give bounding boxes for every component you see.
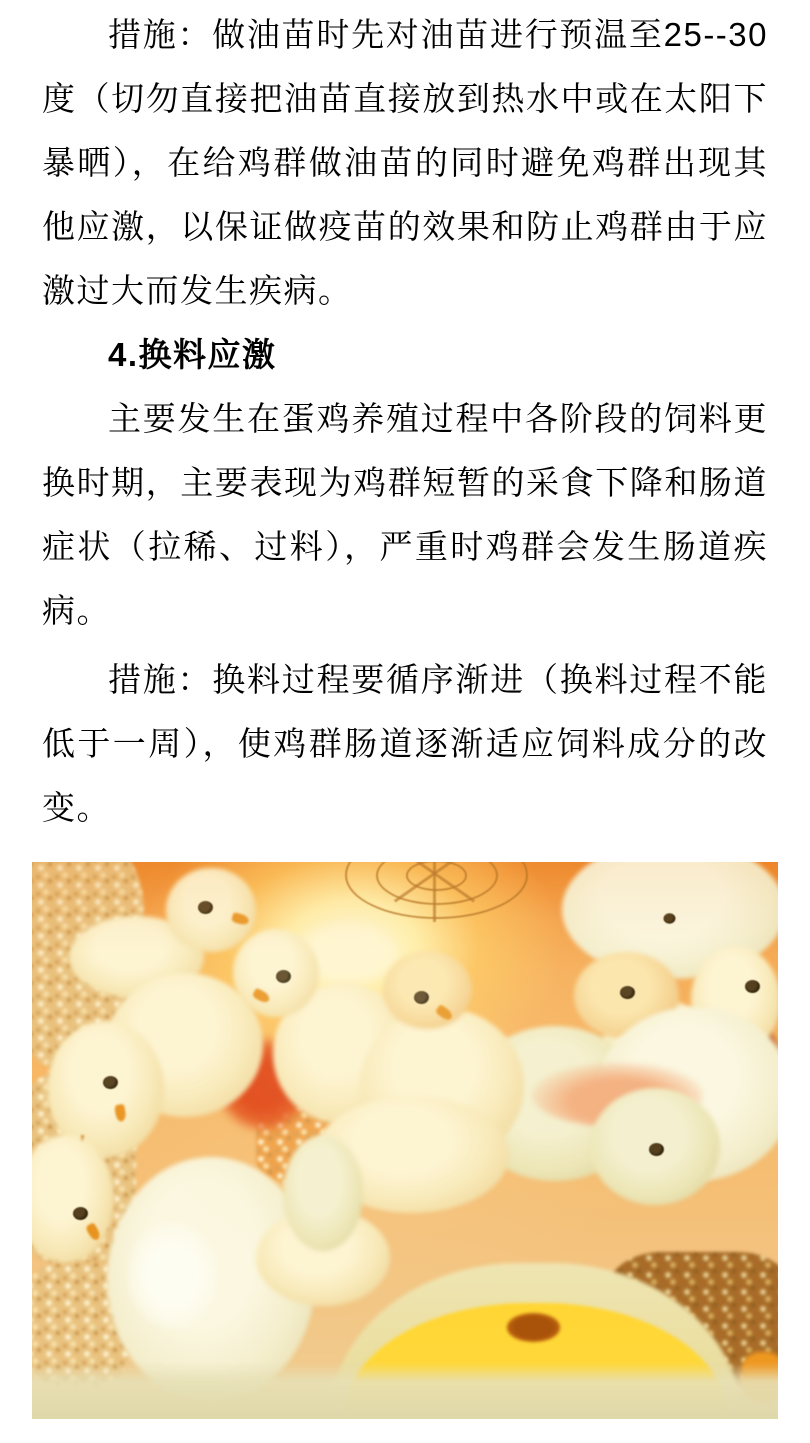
- chick: [32, 1135, 114, 1274]
- paragraph-feed-change-measures: 措施：换料过程要循序渐进（换料过程不能低于一周），使鸡群肠道逐渐适应饲料成分的改变。: [42, 661, 768, 826]
- chick-wing: [127, 1221, 219, 1329]
- chick: [532, 1063, 741, 1202]
- paragraph-feed-change-description: 主要发生在蛋鸡养殖过程中各阶段的饲料更换时期，主要表现为鸡群短暂的采食下降和肠道症状（拉稀、过料），严重时鸡群会发生肠道疾病。: [42, 400, 768, 629]
- chick-eye: [620, 986, 635, 999]
- chick: [47, 973, 263, 1157]
- feeder-hole: [507, 1313, 560, 1341]
- paragraph-vaccine-measures: 措施：做油苗时先对油苗进行预温至25--30度（切勿直接把油苗直接放到热水中或在太阳下暴晒），在给鸡群做油苗的同时避免鸡群出现其他应激，以保证做疫苗的效果和防止鸡群由于应激过大而发生疾病。: [42, 16, 768, 309]
- heading-feed-change-stress: 4.换料应激: [108, 336, 277, 373]
- chick-eye: [745, 980, 760, 993]
- heat-lamp-guard: [345, 862, 524, 915]
- brooder-ledge: [32, 1363, 778, 1419]
- chick-eye: [198, 901, 213, 914]
- brooder-chicks-photo: [32, 862, 778, 1419]
- chick-head: [32, 1135, 114, 1263]
- article-text: [42, 3, 768, 840]
- chick-head: [383, 951, 472, 1029]
- chick-eye: [276, 970, 291, 983]
- chick-eye: [649, 1143, 664, 1156]
- chick-head: [283, 1135, 364, 1251]
